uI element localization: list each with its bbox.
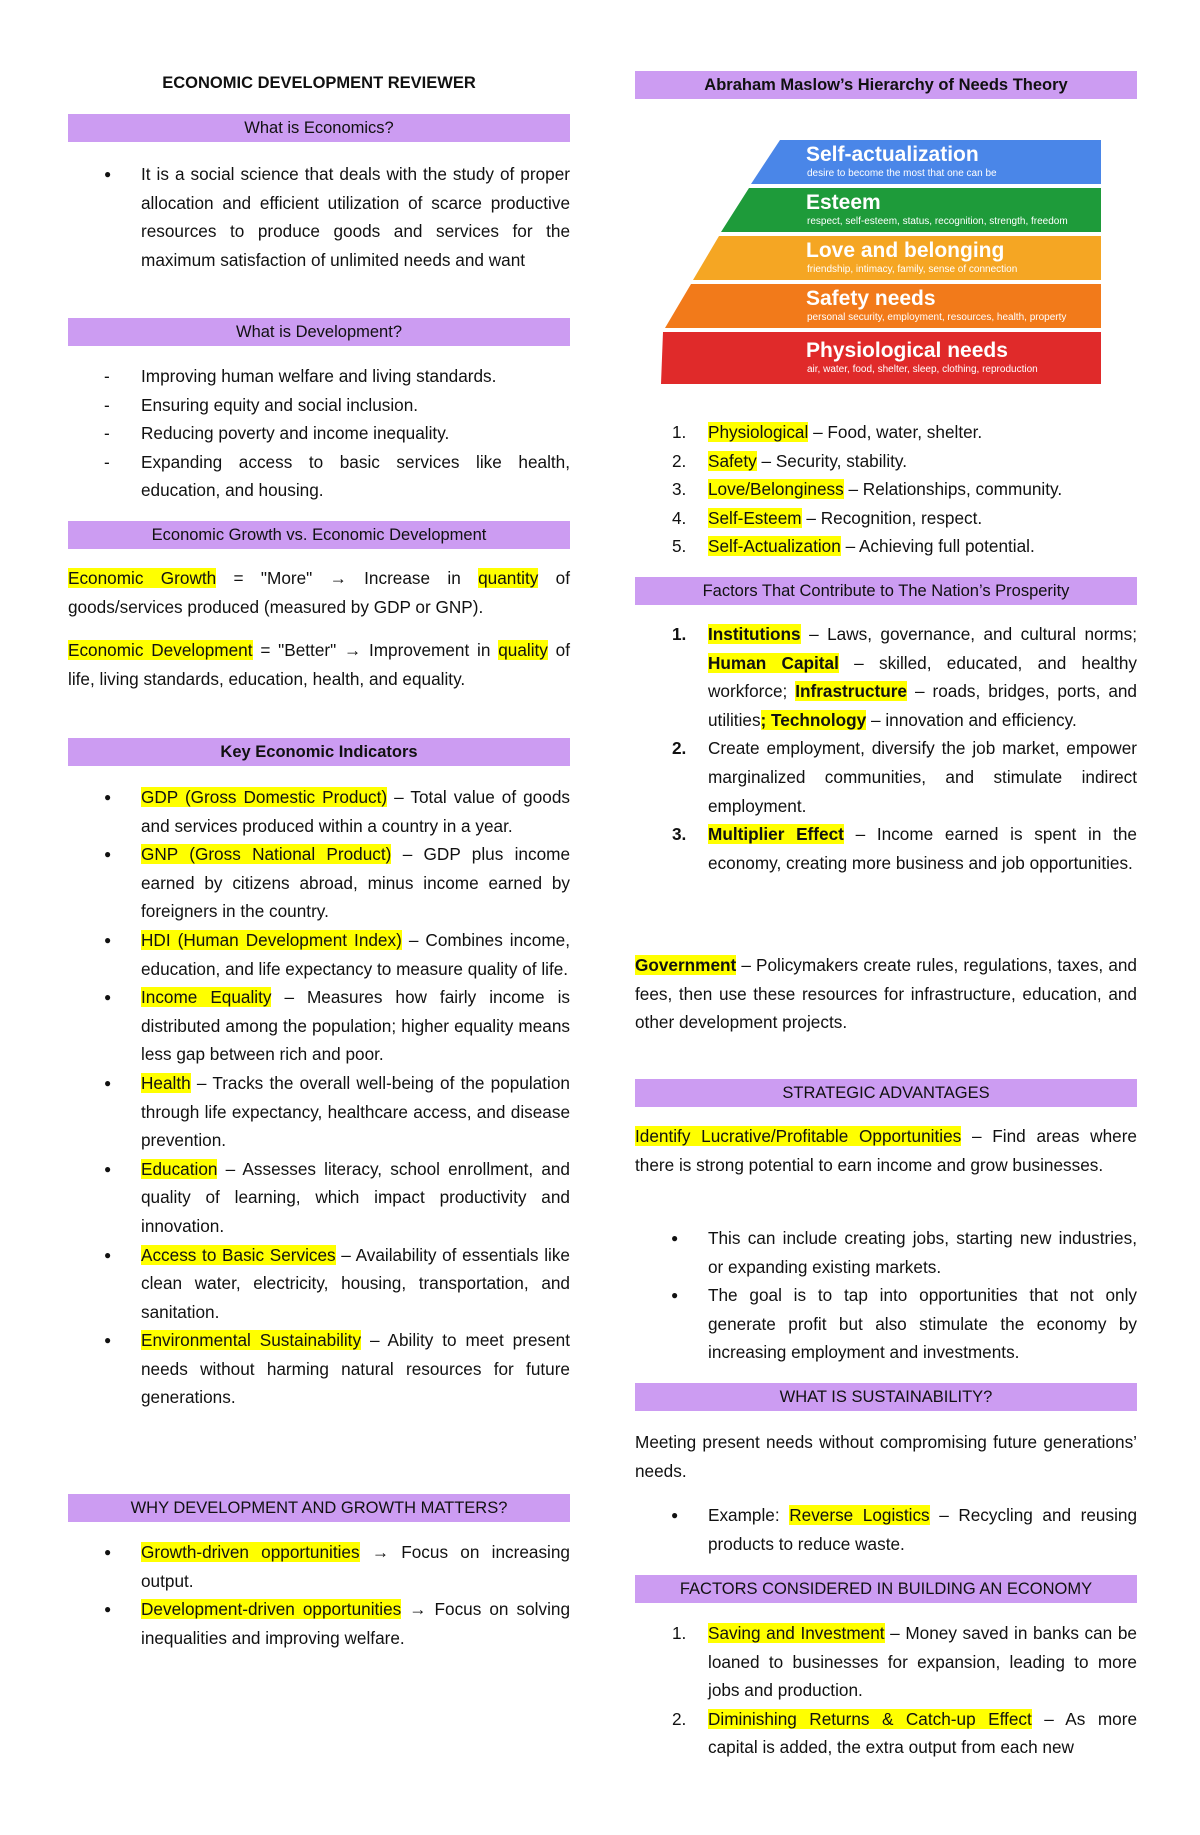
list-item <box>68 1155 570 1241</box>
government-desc: – Policymakers create rules, regulations, taxes, and fees, then use these resources for infrastructure, education, and other development projects. <box>635 955 1137 1033</box>
need-term: Self-Actualization <box>708 536 841 557</box>
indicator-desc: – Ability to meet present needs without harming natural resources for future generations. <box>141 1330 570 1408</box>
pyramid-sub: desire to become the most that one can be <box>807 168 997 179</box>
growth-term: Economic Growth <box>68 568 217 588</box>
indicators-list <box>68 783 570 1412</box>
factor-text: Create employment, diversify the job market, empower marginalized communities, and stimulate indirect employment. <box>708 738 1137 816</box>
list-item: - Ensuring equity and social inclusion. <box>68 391 570 420</box>
sustainability-header: WHAT IS SUSTAINABILITY? <box>635 1383 1137 1411</box>
pyramid-title: Esteem <box>806 191 881 214</box>
strategic-term: Identify Lucrative/Profitable Opportunities <box>635 1126 962 1146</box>
building-header: FACTORS CONSIDERED IN BUILDING AN ECONOMY <box>635 1575 1137 1603</box>
pyramid-title: Love and belonging <box>806 239 1005 262</box>
list-item <box>635 820 1137 877</box>
list-item <box>68 983 570 1069</box>
list-item: - Improving human welfare and living standards. <box>68 362 570 391</box>
indicator-desc: – Tracks the overall well-being of the population through life expectancy, healthcare access, and disease prevention. <box>141 1072 570 1151</box>
factor-desc: – Income earned is spent in the economy, creating more business and job opportunities. <box>708 824 1137 873</box>
factor-desc: – Laws, governance, and cultural norms; <box>800 624 1137 644</box>
why-desc: → Focus on solving inequalities and improving welfare. <box>141 1599 571 1648</box>
need-term: Self-Esteem <box>708 507 802 528</box>
pyramid-title: Physiological needs <box>806 339 1008 362</box>
indicator-term: Access to Basic Services <box>141 1244 336 1265</box>
list-item <box>68 1595 570 1652</box>
indicator-desc: – Total value of goods and services produced within a country in a year. <box>141 787 570 836</box>
pyramid-sub: air, water, food, shelter, sleep, clothing, reproduction <box>807 364 1038 375</box>
list-number: 2. <box>672 1708 687 1729</box>
factor-term: Human Capital <box>708 652 839 673</box>
list-item <box>635 1501 1137 1558</box>
development-paragraph <box>68 636 570 693</box>
indicator-term: Health <box>141 1072 191 1093</box>
list-item <box>635 447 1137 476</box>
government-paragraph <box>635 951 1137 1037</box>
factors-list <box>635 620 1137 877</box>
development-mid: = "Better" → Improvement in <box>252 640 499 660</box>
development-tail: of life, living standards, education, health, and equality. <box>68 640 571 689</box>
pyramid-sub: friendship, intimacy, family, sense of connection <box>807 264 1018 275</box>
building-list <box>635 1619 1137 1762</box>
growth-mid: = "More" → Increase in <box>216 568 479 588</box>
strategic-list <box>635 1224 1137 1367</box>
indicators-header: Key Economic Indicators <box>68 738 570 766</box>
need-term: Safety <box>708 450 757 471</box>
list-item <box>68 1241 570 1327</box>
building-desc: – Money saved in banks can be loaned to businesses for expansion, leading to more jobs and production. <box>708 1623 1137 1701</box>
need-desc: – Achieving full potential. <box>840 536 1035 557</box>
pyramid-title: Safety needs <box>806 287 936 310</box>
factor-term: Infrastructure <box>795 681 907 702</box>
building-term: Saving and Investment <box>708 1623 885 1643</box>
indicator-desc: – Measures how fairly income is distributed among the population; higher equality means less gap between rich and poor. <box>141 987 570 1065</box>
economics-list <box>68 160 570 274</box>
indicator-term: HDI (Human Development Index) <box>141 929 402 950</box>
list-item: ● The goal is to tap into opportunities that not only generate profit but also stimulate the economy by increasing employment and investments. <box>635 1281 1137 1367</box>
strategic-desc: – Find areas where there is strong potential to earn income and grow businesses. <box>635 1126 1137 1175</box>
strategic-paragraph <box>635 1122 1137 1179</box>
list-item <box>68 840 570 926</box>
maslow-pyramid <box>661 128 1101 394</box>
list-item <box>68 783 570 840</box>
factor-term: ; Technology <box>760 709 867 730</box>
list-item <box>635 532 1137 561</box>
list-number: 3. <box>672 479 687 500</box>
list-number: 1. <box>672 624 687 644</box>
sustainability-list <box>635 1501 1137 1558</box>
indicator-term: GNP (Gross National Product) <box>141 844 392 865</box>
list-number: 1. <box>672 1623 687 1643</box>
factor-desc: – innovation and efficiency. <box>866 709 1077 730</box>
list-item <box>635 1705 1137 1762</box>
list-item: ● It is a social science that deals with the study of proper allocation and efficient utilization of scarce productive resources to produce goods and services for the maximum satisfaction of unlimited needs and want <box>68 160 570 274</box>
factor-desc: – skilled, educated, and healthy workforce; <box>708 652 1137 702</box>
indicator-term: GDP (Gross Domestic Product) <box>141 787 388 807</box>
list-item <box>635 734 1137 820</box>
quality-term: quality <box>498 640 548 660</box>
indicator-desc: – Combines income, education, and life expectancy to measure quality of life. <box>141 929 570 979</box>
list-number: 5. <box>672 536 687 557</box>
factor-term: Institutions <box>708 624 801 644</box>
list-item <box>635 504 1137 533</box>
strategic-header: STRATEGIC ADVANTAGES <box>635 1079 1137 1107</box>
indicator-term: Income Equality <box>141 987 272 1008</box>
list-item <box>68 1069 570 1155</box>
economics-header: What is Economics? <box>68 114 570 142</box>
example-label: Example: <box>708 1505 790 1525</box>
pyramid-title: Self-actualization <box>806 143 979 166</box>
why-desc: → Focus on increasing output. <box>141 1542 570 1591</box>
building-term: Diminishing Returns & Catch-up Effect <box>708 1708 1032 1729</box>
why-header: WHY DEVELOPMENT AND GROWTH MATTERS? <box>68 1494 570 1522</box>
need-desc: – Food, water, shelter. <box>808 422 983 442</box>
document-title: ECONOMIC DEVELOPMENT REVIEWER <box>162 74 476 92</box>
maslow-list <box>635 418 1137 561</box>
factor-desc: – roads, bridges, ports, and utilities <box>708 681 1137 730</box>
development-list <box>68 362 570 505</box>
need-term: Physiological <box>708 422 809 442</box>
why-list <box>68 1538 570 1652</box>
list-item: ● This can include creating jobs, starting new industries, or expanding existing markets. <box>635 1224 1137 1281</box>
indicator-desc: – Assesses literacy, school enrollment, and quality of learning, which impact productivity and innovation. <box>141 1158 570 1236</box>
list-item <box>68 1538 570 1595</box>
list-item <box>635 475 1137 504</box>
need-desc: – Security, stability. <box>756 450 908 471</box>
development-term: Economic Development <box>68 640 253 660</box>
list-item <box>635 620 1137 734</box>
pyramid-sub: personal security, employment, resources, health, property <box>807 312 1067 323</box>
why-term: Development-driven opportunities <box>141 1599 402 1620</box>
development-header: What is Development? <box>68 318 570 346</box>
list-item: - Expanding access to basic services like health, education, and housing. <box>68 448 570 505</box>
maslow-header: Abraham Maslow’s Hierarchy of Needs Theory <box>635 71 1137 99</box>
pyramid-sub: respect, self-esteem, status, recognition, strength, freedom <box>807 216 1068 227</box>
growth-vs-header: Economic Growth vs. Economic Development <box>68 521 570 549</box>
list-item: - Reducing poverty and income inequality. <box>68 419 570 448</box>
indicator-term: Environmental Sustainability <box>141 1330 362 1351</box>
list-number: 2. <box>672 450 687 471</box>
list-item <box>68 1326 570 1412</box>
need-desc: – Relationships, community. <box>843 479 1063 500</box>
list-number: 2. <box>672 738 687 759</box>
indicator-desc: – Availability of essentials like clean water, electricity, housing, transportation, and sanitation. <box>141 1244 570 1322</box>
factor-term: Multiplier Effect <box>708 824 844 845</box>
list-item <box>635 1619 1137 1705</box>
need-desc: – Recognition, respect. <box>801 507 983 528</box>
growth-paragraph <box>68 564 570 621</box>
need-term: Love/Belonginess <box>708 479 844 500</box>
sustainability-paragraph: Meeting present needs without compromising future generations’ needs. <box>635 1432 1137 1481</box>
why-term: Growth-driven opportunities <box>141 1542 360 1562</box>
list-number: 4. <box>672 507 687 528</box>
list-item <box>635 418 1137 447</box>
indicator-term: Education <box>141 1158 218 1179</box>
quantity-term: quantity <box>478 568 539 588</box>
list-number: 3. <box>672 824 687 845</box>
list-item <box>68 926 570 983</box>
factors-header: Factors That Contribute to The Nation’s Prosperity <box>635 577 1137 605</box>
growth-tail: of goods/services produced (measured by GDP or GNP). <box>68 568 570 617</box>
example-term: Reverse Logistics <box>789 1505 930 1525</box>
example-desc: – Recycling and reusing products to reduce waste. <box>708 1505 1138 1554</box>
list-number: 1. <box>672 422 687 442</box>
indicator-desc: – GDP plus income earned by citizens abroad, minus income earned by foreigners in the country. <box>141 844 571 922</box>
building-desc: – As more capital is added, the extra output from each new <box>708 1708 1137 1758</box>
government-term: Government <box>635 955 737 975</box>
